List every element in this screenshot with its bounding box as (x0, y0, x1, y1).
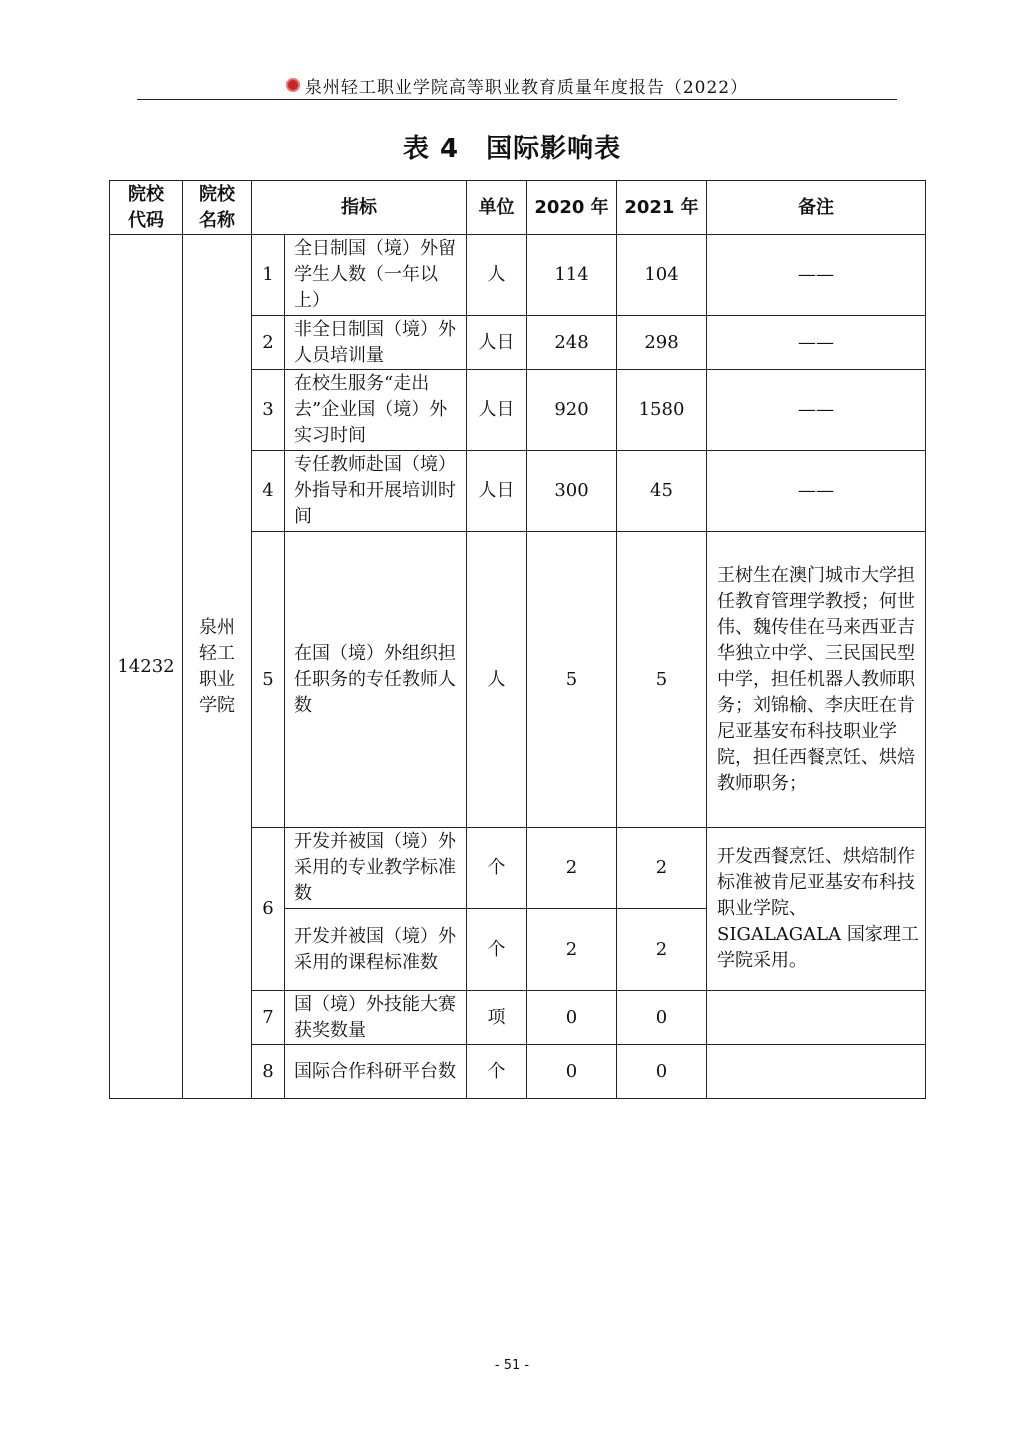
remark-cell: —— (707, 235, 926, 316)
table-row (110, 235, 926, 316)
row-number: 6 (252, 828, 285, 991)
unit-cell: 人 (467, 532, 527, 828)
unit-cell: 个 (467, 1045, 527, 1099)
remark-cell: 开发西餐烹饪、烘焙制作标准被肯尼亚基安布科技职业学院、SIGALAGALA 国家理工学院采用。 (707, 828, 926, 991)
unit-cell: 项 (467, 991, 527, 1045)
unit-cell: 人 (467, 235, 527, 316)
page-number: - 51 - (494, 1358, 530, 1373)
indicator-cell: 在校生服务“走出去”企业国（境）外实习时间 (285, 370, 467, 451)
indicator-cell: 国（境）外技能大赛获奖数量 (285, 991, 467, 1045)
header-indicator: 指标 (252, 181, 467, 235)
indicator-cell: 开发并被国（境）外采用的专业教学标准数 (285, 828, 467, 909)
table-title: 表 4 国际影响表 (402, 134, 622, 164)
indicator-cell: 非全日制国（境）外人员培训量 (285, 316, 467, 370)
school-name-cell: 泉州 轻工 职业 学院 (183, 235, 252, 1099)
remark-cell: —— (707, 370, 926, 451)
remark-cell (707, 991, 926, 1045)
unit-cell: 个 (467, 828, 527, 909)
indicator-cell: 全日制国（境）外留学生人数（一年以上） (285, 235, 467, 316)
row-number: 4 (252, 451, 285, 532)
row-number: 7 (252, 991, 285, 1045)
page-header (137, 70, 897, 100)
row-number: 8 (252, 1045, 285, 1099)
remark-cell: 王树生在澳门城市大学担任教育管理学教授；何世伟、魏传佳在马来西亚吉华独立中学、三民国民型中学，担任机器人教师职务；刘锦榆、李庆旺在肯尼亚基安布科技职业学院，担任西餐烹饪、烘焙教师职务； (707, 532, 926, 828)
unit-cell: 人日 (467, 316, 527, 370)
remark-cell (707, 1045, 926, 1099)
value-2021-cell: 104 (617, 235, 707, 316)
row-number: 5 (252, 532, 285, 828)
school-code-cell: 14232 (110, 235, 183, 1099)
header-school-code: 院校 代码 (110, 181, 183, 235)
value-2021-cell: 298 (617, 316, 707, 370)
indicator-cell: 国际合作科研平台数 (285, 1045, 467, 1099)
value-2021-cell: 2 (617, 909, 707, 991)
value-2021-cell: 0 (617, 991, 707, 1045)
value-2020-cell: 2 (527, 828, 617, 909)
value-2020-cell: 920 (527, 370, 617, 451)
table-header-row (110, 181, 926, 235)
header-divider (137, 99, 897, 100)
remark-cell: —— (707, 451, 926, 532)
remark-cell: —— (707, 316, 926, 370)
value-2020-cell: 5 (527, 532, 617, 828)
school-seal-icon (286, 78, 300, 92)
value-2020-cell: 114 (527, 235, 617, 316)
unit-cell: 人日 (467, 451, 527, 532)
header-2020: 2020 年 (527, 181, 617, 235)
header-unit: 单位 (467, 181, 527, 235)
header-text: 泉州轻工职业学院高等职业教育质量年度报告（2022） (304, 77, 749, 98)
international-influence-table (109, 180, 926, 1099)
value-2020-cell: 0 (527, 991, 617, 1045)
header-school-name: 院校 名称 (183, 181, 252, 235)
row-number: 1 (252, 235, 285, 316)
indicator-cell: 专任教师赴国（境）外指导和开展培训时间 (285, 451, 467, 532)
value-2020-cell: 2 (527, 909, 617, 991)
value-2020-cell: 300 (527, 451, 617, 532)
value-2021-cell: 5 (617, 532, 707, 828)
header-2021: 2021 年 (617, 181, 707, 235)
value-2021-cell: 1580 (617, 370, 707, 451)
value-2020-cell: 0 (527, 1045, 617, 1099)
unit-cell: 个 (467, 909, 527, 991)
indicator-cell: 开发并被国（境）外采用的课程标准数 (285, 909, 467, 991)
row-number: 3 (252, 370, 285, 451)
value-2021-cell: 45 (617, 451, 707, 532)
value-2021-cell: 2 (617, 828, 707, 909)
value-2020-cell: 248 (527, 316, 617, 370)
row-number: 2 (252, 316, 285, 370)
value-2021-cell: 0 (617, 1045, 707, 1099)
indicator-cell: 在国（境）外组织担任职务的专任教师人数 (285, 532, 467, 828)
unit-cell: 人日 (467, 370, 527, 451)
header-remark: 备注 (707, 181, 926, 235)
